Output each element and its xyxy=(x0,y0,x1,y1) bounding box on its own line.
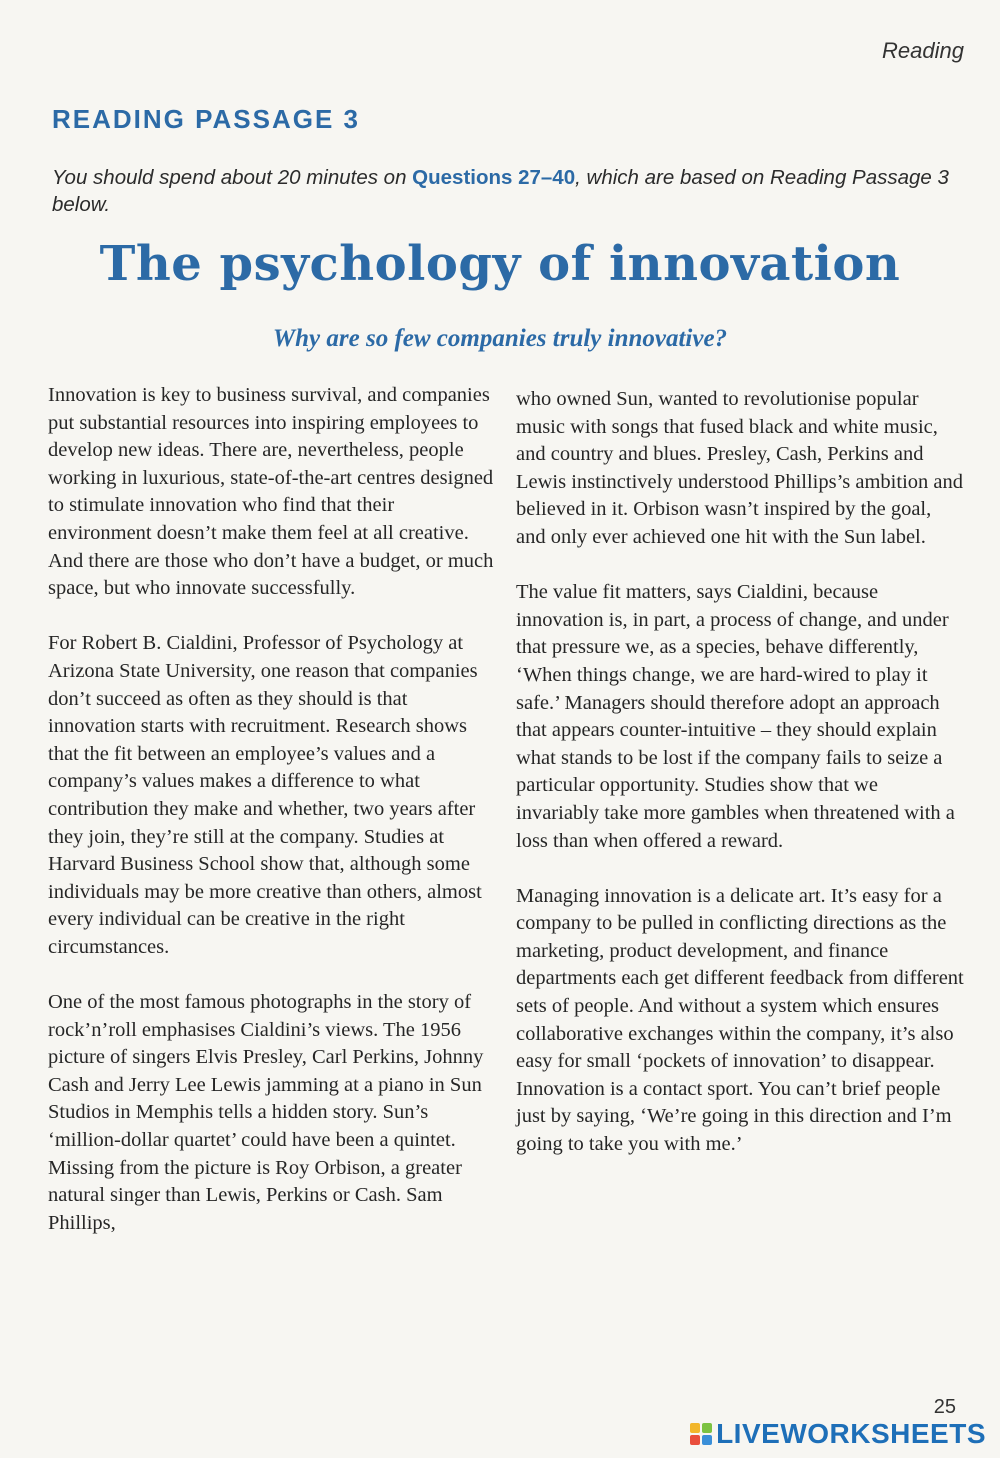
logo-square xyxy=(702,1423,712,1433)
running-head: Reading xyxy=(882,38,964,63)
article-title: The psychology of innovation xyxy=(99,236,901,292)
instructions-text-after: , which are based on Reading Passage 3 below. xyxy=(52,166,949,216)
paragraph: who owned Sun, wanted to revolutionise popular music with songs that fused black and white music, and country and blues. Presley, Cash, Perkins and Lewis instinctively understood Phillips’s ambition and believed in it. Orbison wasn’t inspired by the goal, and only ever achieved one hit with the Sun label. xyxy=(516,388,963,548)
paragraph: Innovation is key to business survival, and companies put substantial resources into inspiring employees to develop new ideas. There are, nevertheless, people working in luxurious, state-of-the-art centres designed to stimulate innovation who find that their environment doesn’t make them feel at all creative. And there are those who don’t have a budget, or much space, but who innovate successfully. xyxy=(48,384,494,600)
logo-square xyxy=(690,1435,700,1445)
section-label: READING PASSAGE 3 xyxy=(52,104,361,134)
page-number: 25 xyxy=(933,1396,956,1418)
logo-square xyxy=(690,1423,700,1433)
logo-square xyxy=(702,1435,712,1445)
questions-reference: Questions 27–40 xyxy=(412,166,576,189)
paragraph: For Robert B. Cialdini, Professor of Psychology at Arizona State University, one reason that companies don’t succeed as often as they should is that innovation starts with recruitment. Research shows that the fit between an employee’s values and a company’s values makes a difference to what contribution they make and whether, two years after they join, they’re still at the company. Studies at Harvard Business School show that, although some individuals may be more creative than others, almost every individual can be creative in the right circumstances. xyxy=(48,632,482,958)
paragraph: The value fit matters, says Cialdini, because innovation is, in part, a process of change, and under that pressure we, as a species, behave differently, ‘When things change, we are hard-wired to play it safe.’ Managers should therefore adopt an approach that appears counter-intuitive – they should explain what stands to be lost if the company fails to seize a particular opportunity. Studies show that we invariably take more gambles when threatened with a loss than when offered a reward. xyxy=(516,581,955,852)
left-column xyxy=(48,382,494,1265)
liveworksheets-logo-icon xyxy=(690,1423,712,1445)
article-subtitle: Why are so few companies truly innovative? xyxy=(272,325,728,352)
instructions xyxy=(52,164,962,218)
liveworksheets-watermark[interactable] xyxy=(690,1418,986,1450)
paragraph: Managing innovation is a delicate art. It’s easy for a company to be pulled in conflicting directions as the marketing, product development, and finance departments each get different feedback from different sets of people. And without a system which ensures collaborative exchanges within the company, it’s also easy for small ‘pockets of innovation’ to disappear. Innovation is a contact sport. You can’t brief people just by saying, ‘We’re going in this direction and I’m going to take you with me.’ xyxy=(516,884,964,1156)
right-column xyxy=(516,386,964,1186)
watermark-text: LIVEWORKSHEETS xyxy=(716,1418,986,1449)
instructions-text-before: You should spend about 20 minutes on xyxy=(52,166,413,189)
paragraph: One of the most famous photographs in the story of rock’n’roll emphasises Cialdini’s views. The 1956 picture of singers Elvis Presley, Carl Perkins, Johnny Cash and Jerry Lee Lewis jamming at a piano in Sun Studios in Memphis tells a hidden story. Sun’s ‘million-dollar quartet’ could have been a quintet. Missing from the picture is Roy Orbison, a greater natural singer than Lewis, Perkins or Cash. Sam Phillips, xyxy=(48,991,484,1234)
